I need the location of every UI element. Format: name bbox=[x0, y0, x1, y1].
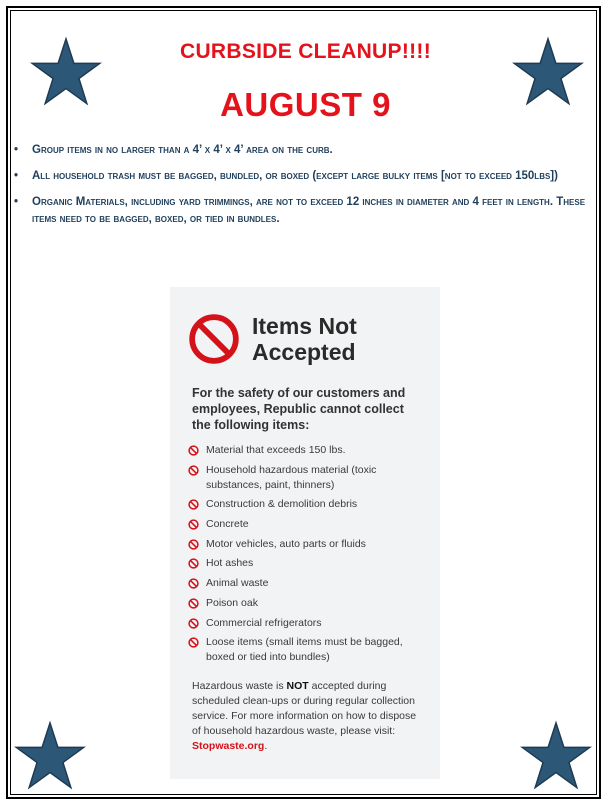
prohibited-icon bbox=[188, 539, 199, 550]
bullet-icon: • bbox=[14, 196, 19, 208]
list-item bbox=[188, 556, 428, 571]
footer-text: . bbox=[264, 740, 268, 752]
list-item bbox=[188, 443, 428, 458]
footer-text: Hazardous waste is bbox=[192, 680, 287, 692]
list-item bbox=[188, 537, 428, 552]
item-text: Construction & demolition debris bbox=[206, 498, 358, 511]
rule-text: Organic Materials, including yard trimmings, are not to exceed 12 inches in diameter and 4 feet in length. These items need to be bagged, boxed, or tied in bundles. bbox=[32, 196, 586, 225]
list-item bbox=[188, 463, 428, 493]
prohibited-icon bbox=[188, 618, 199, 629]
list-item bbox=[188, 517, 428, 532]
item-text: Loose items (small items must be bagged, boxed or tied into bundles) bbox=[206, 636, 403, 664]
list-item bbox=[14, 142, 594, 159]
not-accepted-list bbox=[188, 443, 428, 670]
prohibited-icon bbox=[188, 558, 199, 569]
event-date: AUGUST 9 bbox=[220, 86, 391, 123]
items-not-accepted-card bbox=[170, 287, 440, 779]
item-text: Household hazardous material (toxic substances, paint, thinners) bbox=[206, 463, 377, 491]
list-item bbox=[188, 616, 428, 631]
prohibited-icon bbox=[188, 598, 199, 609]
rule-text: All household trash must be bagged, bundled, or boxed (except large bulky items [not to exceed 150lbs]) bbox=[32, 170, 558, 182]
list-item bbox=[188, 596, 428, 611]
card-header bbox=[188, 311, 428, 371]
list-item bbox=[14, 168, 594, 185]
prohibited-icon bbox=[188, 519, 199, 530]
bullet-icon: • bbox=[14, 170, 19, 182]
rules-list bbox=[14, 142, 594, 237]
card-footer bbox=[192, 679, 427, 754]
footer-emphasis: NOT bbox=[286, 680, 309, 692]
rule-text: Group items in no larger than a 4’ x 4’ x 4’ area on the curb. bbox=[32, 144, 333, 156]
list-item bbox=[188, 497, 428, 512]
item-text: Concrete bbox=[206, 518, 249, 531]
card-intro: For the safety of our customers and employees, Republic cannot collect the following items: bbox=[192, 386, 406, 432]
list-item bbox=[188, 576, 428, 591]
prohibited-icon bbox=[188, 445, 199, 456]
footer-text: accepted during scheduled clean-ups or during regular collection service. For more information on how to dispose of household hazardous waste, please visit: bbox=[192, 680, 417, 737]
bullet-icon: • bbox=[14, 144, 19, 156]
prohibited-icon bbox=[188, 637, 199, 648]
prohibited-icon bbox=[188, 578, 199, 589]
page-title: CURBSIDE CLEANUP!!!! bbox=[180, 40, 431, 63]
item-text: Material that exceeds 150 lbs. bbox=[206, 444, 346, 456]
item-text: Commercial refrigerators bbox=[206, 616, 322, 629]
item-text: Animal waste bbox=[206, 577, 269, 590]
item-text: Hot ashes bbox=[206, 557, 254, 570]
star-icon bbox=[14, 720, 86, 792]
item-text: Motor vehicles, auto parts or fluids bbox=[206, 537, 366, 550]
prohibited-icon bbox=[188, 499, 199, 510]
card-title: Items Not Accepted bbox=[252, 313, 357, 365]
item-text: Poison oak bbox=[206, 596, 258, 609]
prohibited-icon bbox=[188, 313, 240, 365]
list-item bbox=[188, 635, 428, 665]
stopwaste-link[interactable]: Stopwaste.org bbox=[192, 740, 265, 752]
list-item bbox=[14, 194, 594, 228]
prohibited-icon bbox=[188, 465, 199, 476]
star-icon bbox=[520, 720, 592, 792]
